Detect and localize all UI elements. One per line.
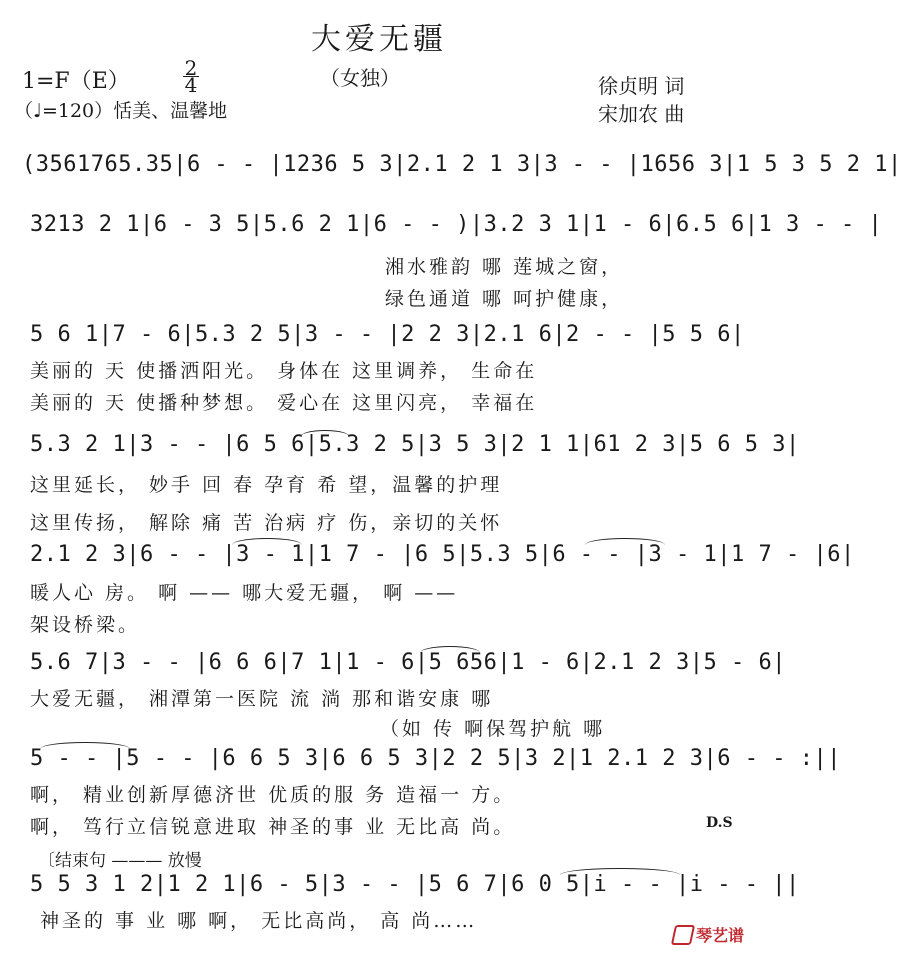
ending-annotation: 〔结束句 ——— 放慢 <box>38 851 202 871</box>
slur-mark <box>420 646 480 653</box>
lyric-system-2-verse-2: 绿色通道 哪 呵护健康， <box>385 288 624 310</box>
dal-segno-mark: D.S <box>706 815 733 831</box>
lyricist-credit: 徐贞明 词 <box>598 74 685 98</box>
slur-mark <box>232 538 302 545</box>
lyric-system-7-verse-2: 啊， 笃行立信锐意进取 神圣的事 业 无比高 尚。 <box>30 816 516 838</box>
lyric-system-6-verse-1: 大爱无疆， 湘潭第一医院 流 淌 那和谐安康 哪 <box>30 688 494 710</box>
score-title: 大爱无疆 <box>311 22 447 57</box>
slur-mark <box>300 430 350 437</box>
time-signature <box>183 56 199 97</box>
notes-system-7: 5 - - |5 - - |6 6 5 3|6 6 5 3|2 2 5|3 2|1 2.1 2 3|6 - - :|| <box>30 746 841 771</box>
lyric-system-3-verse-2: 美丽的 天 使播种梦想。 爱心在 这里闪亮， 幸福在 <box>30 392 538 414</box>
notes-system-6: 5.6 7|3 - - |6 6 6|7 1|1 - 6|5 656|1 - 6|2.1 2 3|5 - 6| <box>30 650 786 675</box>
notes-system-8: 5 5 3 1 2|1 2 1|6 - 5|3 - - |5 6 7|6 0 5|i - - |i - - || <box>30 872 800 897</box>
lyric-system-6-verse-2: （如 传 啊保驾护航 哪 <box>380 718 606 740</box>
watermark-logo <box>673 923 744 946</box>
lyric-system-5-verse-2: 架设桥梁。 <box>30 614 141 636</box>
score-subtitle: （女独） <box>320 66 400 90</box>
lyric-system-3-verse-1: 美丽的 天 使播洒阳光。 身体在 这里调养， 生命在 <box>30 360 538 382</box>
lyric-system-2-verse-1: 湘水雅韵 哪 莲城之窗， <box>385 256 624 278</box>
meter-bottom: 4 <box>184 73 198 97</box>
key-signature: 1=F（E） <box>22 69 130 94</box>
notes-system-3: 5 6 1|7 - 6|5.3 2 5|3 - - |2 2 3|2.1 6|2 - - |5 5 6| <box>30 322 745 347</box>
notes-system-1: (3561765.35|6 - - |1236 5 3|2.1 2 1 3|3 - - |1656 3|1 5 3 5 2 1| <box>22 152 902 177</box>
composer-credit: 宋加农 曲 <box>598 102 685 126</box>
meter-top: 2 <box>184 56 198 80</box>
slur-mark <box>585 538 665 545</box>
logo-icon <box>671 925 695 945</box>
lyric-system-8: 神圣的 事 业 哪 啊， 无比高尚， 高 尚…… <box>40 910 478 932</box>
slur-mark <box>40 742 130 749</box>
lyric-system-7-verse-1: 啊， 精业创新厚德济世 优质的服 务 造福一 方。 <box>30 784 516 806</box>
notes-system-5: 2.1 2 3|6 - - |3 - 1|1 7 - |6 5|5.3 5|6 - - |3 - 1|1 7 - |6| <box>30 542 855 567</box>
lyric-system-4-verse-1: 这里延长， 妙手 回 春 孕育 希 望，温馨的护理 <box>30 474 503 496</box>
lyric-system-5-verse-1: 暖人心 房。 啊 —— 哪大爱无疆， 啊 —— <box>30 582 459 604</box>
notes-system-4: 5.3 2 1|3 - - |6 5 6|5.3 2 5|3 5 3|2 1 1|61 2 3|5 6 5 3| <box>30 432 800 457</box>
tempo-marking: （♩=120）恬美、温馨地 <box>14 100 228 122</box>
notes-system-2: 3213 2 1|6 - 3 5|5.6 2 1|6 - - )|3.2 3 1|1 - 6|6.5 6|1 3 - - | <box>30 212 883 237</box>
watermark-text: 琴艺谱 <box>695 926 744 945</box>
lyric-system-4-verse-2: 这里传扬， 解除 痛 苦 治病 疗 伤，亲切的关怀 <box>30 512 503 534</box>
slur-mark <box>560 868 680 875</box>
